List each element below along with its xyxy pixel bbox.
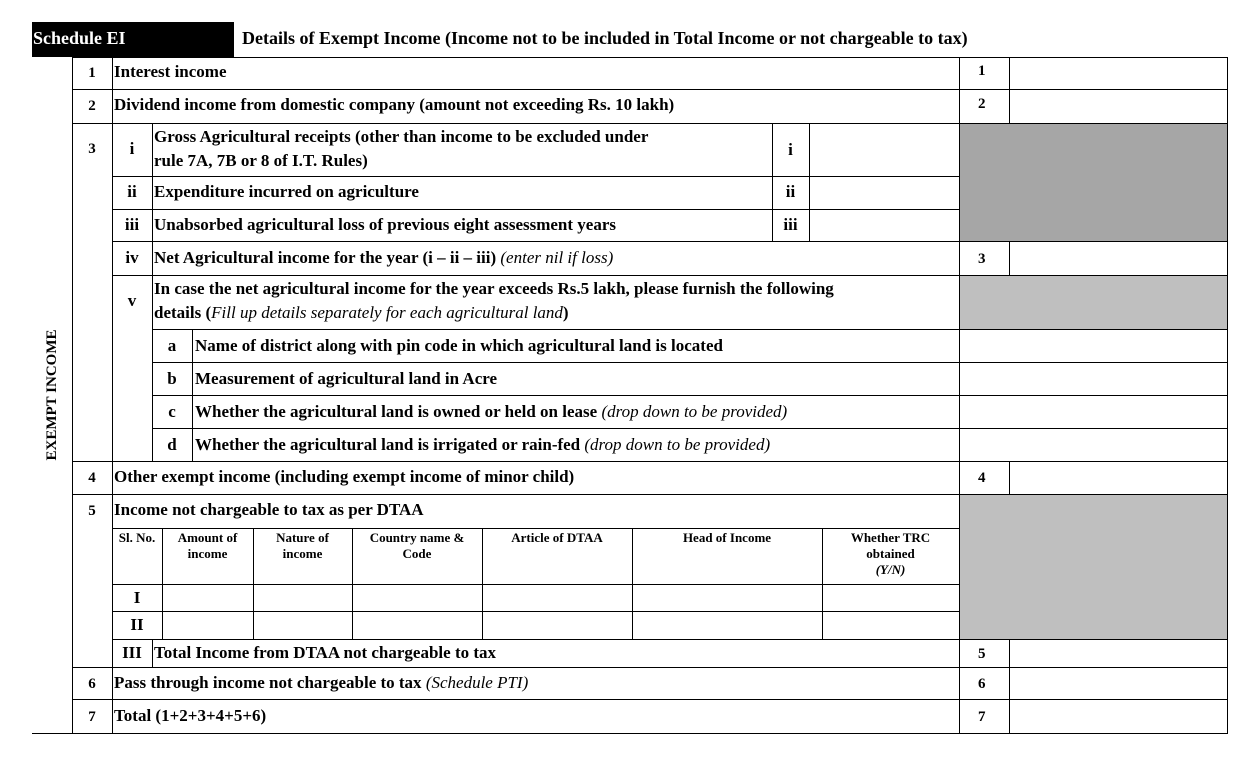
row-3vd-label-text: Whether the agricultural land is irrigated or rain-fed [195, 435, 581, 454]
row-3ii-sub: ii [127, 182, 137, 201]
row-1-box-number: 1 [978, 63, 986, 79]
row-3ii-box: ii [785, 182, 796, 201]
other-exempt-income-field[interactable] [1010, 462, 1226, 494]
row-3vd-note: (drop down to be provided) [584, 435, 771, 454]
row-3iii-sub: iii [124, 215, 140, 234]
dtaa-header-slno: Sl. No. [118, 530, 156, 545]
row-3v-line2a: details ( [154, 303, 212, 322]
row-6-box-number: 6 [978, 676, 986, 692]
row-3iv-label [154, 247, 613, 269]
shade-5 [959, 494, 1227, 639]
row-3iii-box: iii [783, 215, 798, 234]
row-6-number: 6 [88, 676, 96, 692]
dtaa-header-country [352, 530, 482, 562]
row-3v-line2b: ) [562, 303, 569, 322]
dtaa-header-head: Head of Income [682, 530, 772, 545]
row-7-number: 7 [88, 709, 96, 725]
total-field[interactable] [1010, 700, 1226, 733]
dtaa-header-trc [822, 530, 959, 578]
dtaa-row-sl: II [130, 615, 144, 634]
dtaa-row-2-article[interactable] [483, 612, 632, 639]
row-3v-label-line2 [154, 302, 569, 324]
dtaa-row-1-country[interactable] [353, 585, 482, 611]
unabsorbed-agri-loss-field[interactable] [810, 210, 959, 241]
dtaa-header-trc-l2: obtained [866, 546, 915, 561]
row-3v-note: Fill up details separately for each agricultural land [211, 303, 563, 322]
row-3vd-sub: d [167, 435, 177, 454]
dtaa-row-1-head[interactable] [633, 585, 822, 611]
row-3vc-label-text: Whether the agricultural land is owned or held on lease [195, 402, 598, 421]
row-4-box-number: 4 [978, 470, 986, 486]
dtaa-header-nature [253, 530, 352, 562]
row-3vc-note: (drop down to be provided) [601, 402, 788, 421]
row-6-note: (Schedule PTI) [425, 673, 529, 692]
row-3i-sub: i [129, 139, 135, 158]
dtaa-row-2-nature[interactable] [254, 612, 352, 639]
row-5-number: 5 [88, 503, 96, 519]
district-pincode-field[interactable] [960, 330, 1227, 362]
row-3vb-sub: b [167, 369, 177, 388]
row-1-number: 1 [88, 65, 96, 81]
row-3i-label-line1: Gross Agricultural receipts (other than income to be excluded under [154, 127, 649, 146]
row-4-label: Other exempt income (including exempt income of minor child) [114, 467, 575, 486]
schedule-title: Details of Exempt Income (Income not to be included in Total Income or not chargeable to tax) [242, 28, 968, 48]
row-3vc-sub: c [168, 402, 176, 421]
row-3iii-label: Unabsorbed agricultural loss of previous eight assessment years [154, 215, 616, 234]
row-2-box-number: 2 [978, 96, 986, 112]
row-2-number: 2 [88, 98, 96, 114]
dtaa-header-country-l1: Country name & [369, 530, 465, 545]
row-3iv-note: (enter nil if loss) [500, 248, 614, 267]
interest-income-field[interactable] [1010, 58, 1226, 89]
dtaa-header-article: Article of DTAA [511, 530, 603, 545]
dtaa-header-trc-l1: Whether TRC [850, 530, 931, 545]
dtaa-row-2-trc[interactable] [823, 612, 959, 639]
row-3iv-label-text: Net Agricultural income for the year (i – ii – iii) [154, 248, 497, 267]
shade-3i-iii [959, 124, 1227, 241]
dtaa-row-2-country[interactable] [353, 612, 482, 639]
net-agri-income-field[interactable] [1010, 242, 1226, 275]
row-2-label: Dividend income from domestic company (amount not exceeding Rs. 10 lakh) [114, 95, 675, 114]
dtaa-row-1-trc[interactable] [823, 585, 959, 611]
gross-agri-receipts-field[interactable] [810, 124, 959, 176]
row-7-box-number: 7 [978, 709, 986, 725]
schedule-label: Schedule EI [33, 28, 126, 48]
dtaa-row-2-head[interactable] [633, 612, 822, 639]
row-5III-sub: III [122, 643, 142, 662]
row-5-box-number: 5 [978, 646, 986, 662]
dtaa-header-amount [162, 530, 253, 562]
row-3i-label-line2: rule 7A, 7B or 8 of I.T. Rules) [154, 151, 368, 170]
dtaa-row-1-article[interactable] [483, 585, 632, 611]
row-1-label: Interest income [114, 62, 227, 81]
row-3-number: 3 [88, 141, 96, 157]
irrigated-or-rainfed-dropdown[interactable] [960, 429, 1227, 461]
owned-or-lease-dropdown[interactable] [960, 396, 1227, 428]
dtaa-row-1-amount[interactable] [163, 585, 253, 611]
row-3ii-label: Expenditure incurred on agriculture [154, 182, 419, 201]
shade-3v [959, 275, 1227, 329]
row-3iv-sub: iv [125, 248, 139, 267]
side-label: EXEMPT INCOME [44, 329, 60, 461]
row-4-number: 4 [88, 470, 96, 486]
row-3vc-label [195, 401, 787, 423]
row-3i-box: i [788, 140, 793, 159]
row-5-label: Income not chargeable to tax as per DTAA [114, 500, 424, 519]
row-6-label-text: Pass through income not chargeable to tax [114, 673, 422, 692]
dtaa-header-nature-l1: Nature of [276, 530, 329, 545]
dtaa-row-sl: I [133, 588, 141, 607]
row-3va-label: Name of district along with pin code in which agricultural land is located [195, 336, 723, 355]
row-3va-sub: a [167, 336, 177, 355]
row-3v-label-line1: In case the net agricultural income for the year exceeds Rs.5 lakh, please furnish the following [154, 279, 834, 298]
row-3iv-box-number: 3 [978, 251, 986, 267]
row-7-label: Total (1+2+3+4+5+6) [114, 706, 267, 725]
dtaa-header-country-l2: Code [402, 546, 432, 561]
agri-expenditure-field[interactable] [810, 177, 959, 209]
dtaa-row-1-nature[interactable] [254, 585, 352, 611]
dtaa-header-trc-l3: (Y/N) [875, 562, 906, 577]
dtaa-total-field[interactable] [1010, 640, 1226, 667]
pass-through-income-field[interactable] [1010, 668, 1226, 699]
dividend-income-field[interactable] [1010, 90, 1226, 123]
row-3vd-label [195, 434, 770, 456]
row-6-label [114, 672, 528, 694]
row-3vb-label: Measurement of agricultural land in Acre [195, 369, 498, 388]
row-3v-sub: v [127, 291, 137, 310]
dtaa-header-nature-l2: income [282, 546, 323, 561]
dtaa-header-amount-l2: income [187, 546, 228, 561]
dtaa-header-amount-l1: Amount of [177, 530, 238, 545]
land-measurement-field[interactable] [960, 363, 1227, 395]
row-5III-label: Total Income from DTAA not chargeable to tax [154, 643, 497, 662]
dtaa-row-2-amount[interactable] [163, 612, 253, 639]
